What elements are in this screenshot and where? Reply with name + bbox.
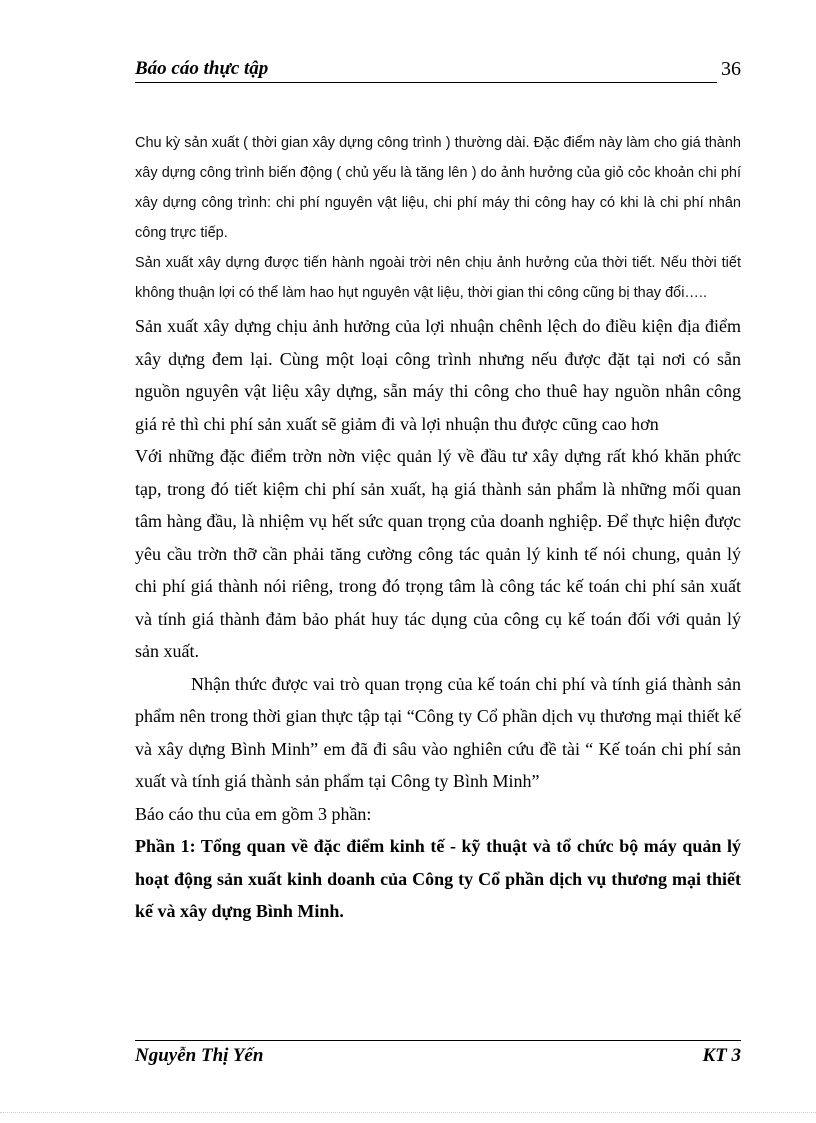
page-number: 36 xyxy=(721,58,741,80)
page-body xyxy=(135,128,741,928)
paragraph-location-profit: Sản xuất xây dựng chịu ảnh hưởng của lợi nhuận chênh lệch do điều kiện địa điểm xây dựng đem lại. Cùng một loại công trình nhưng nếu được đặt tại nơi có sẵn nguồn nguyên vật liệu xây dựng, sẵn máy thi công cho thuê hay nguồn nhân công giá rẻ thì chi phí sản xuất sẽ giảm đi và lợi nhuận thu được cũng cao hơn xyxy=(135,316,741,434)
paragraph-production-cycle: Chu kỳ sản xuất ( thời gian xây dựng công trình ) thường dài. Đặc điểm này làm cho giá thành xây dựng công trình biến động ( chủ yếu là tăng lên ) do ảnh hưởng của giỏ cỏc khoản chi phí xây dựng công trình: chi phí nguyên vật liệu, chi phí máy thi công hay có khi là chi phí nhân công trực tiếp. xyxy=(135,135,741,241)
report-title: Báo cáo thực tập xyxy=(135,58,269,79)
paragraph-weather: Sản xuất xây dựng được tiến hành ngoài trời nên chịu ảnh hưởng của thời tiết. Nếu thời tiết không thuận lợi có thể làm hao hụt nguyên vật liệu, thời gian thi công cũng bị thay đổi….. xyxy=(135,255,741,301)
section-heading-part-1: Phần 1: Tổng quan về đặc điểm kinh tế - kỹ thuật và tổ chức bộ máy quản lý hoạt động sản xuất kinh doanh của Công ty Cổ phần dịch vụ thương mại thiết kế và xây dựng Bình Minh. xyxy=(135,836,741,921)
header-rule xyxy=(135,82,717,83)
class-code: KT 3 xyxy=(702,1045,741,1066)
paragraph-management: Với những đặc điểm trờn nờn việc quản lý về đầu tư xây dựng rất khó khăn phức tạp, trong đó tiết kiệm chi phí sản xuất, hạ giá thành sản phẩm là những mối quan tâm hàng đầu, là nhiệm vụ hết sức quan trọng của doanh nghiệp. Để thực hiện được yêu cầu trờn thỡ cần phải tăng cường công tác quản lý kinh tế nói chung, quản lý chi phí giá thành nói riêng, trong đó trọng tâm là công tác kế toán chi phí sản xuất và tính giá thành đảm bảo phát huy tác dụng của công cụ kế toán đối với quản lý sản xuất. xyxy=(135,446,741,661)
footer-rule xyxy=(135,1040,741,1041)
page-footer xyxy=(135,1040,741,1072)
paragraph-report-parts: Báo cáo thu của em gồm 3 phần: xyxy=(135,803,372,824)
page-header xyxy=(135,58,741,84)
page-edge-divider xyxy=(0,1112,816,1113)
author-name: Nguyễn Thị Yến xyxy=(135,1045,264,1066)
paragraph-topic: Nhận thức được vai trò quan trọng của kế toán chi phí và tính giá thành sản phẩm nên trong thời gian thực tập tại “Công ty Cổ phần dịch vụ thương mại thiết kế và xây dựng Bình Minh” em đã đi sâu vào nghiên cứu đề tài “ Kế toán chi phí sản xuất và tính giá thành sản phẩm tại Công ty Bình Minh” xyxy=(135,673,741,791)
